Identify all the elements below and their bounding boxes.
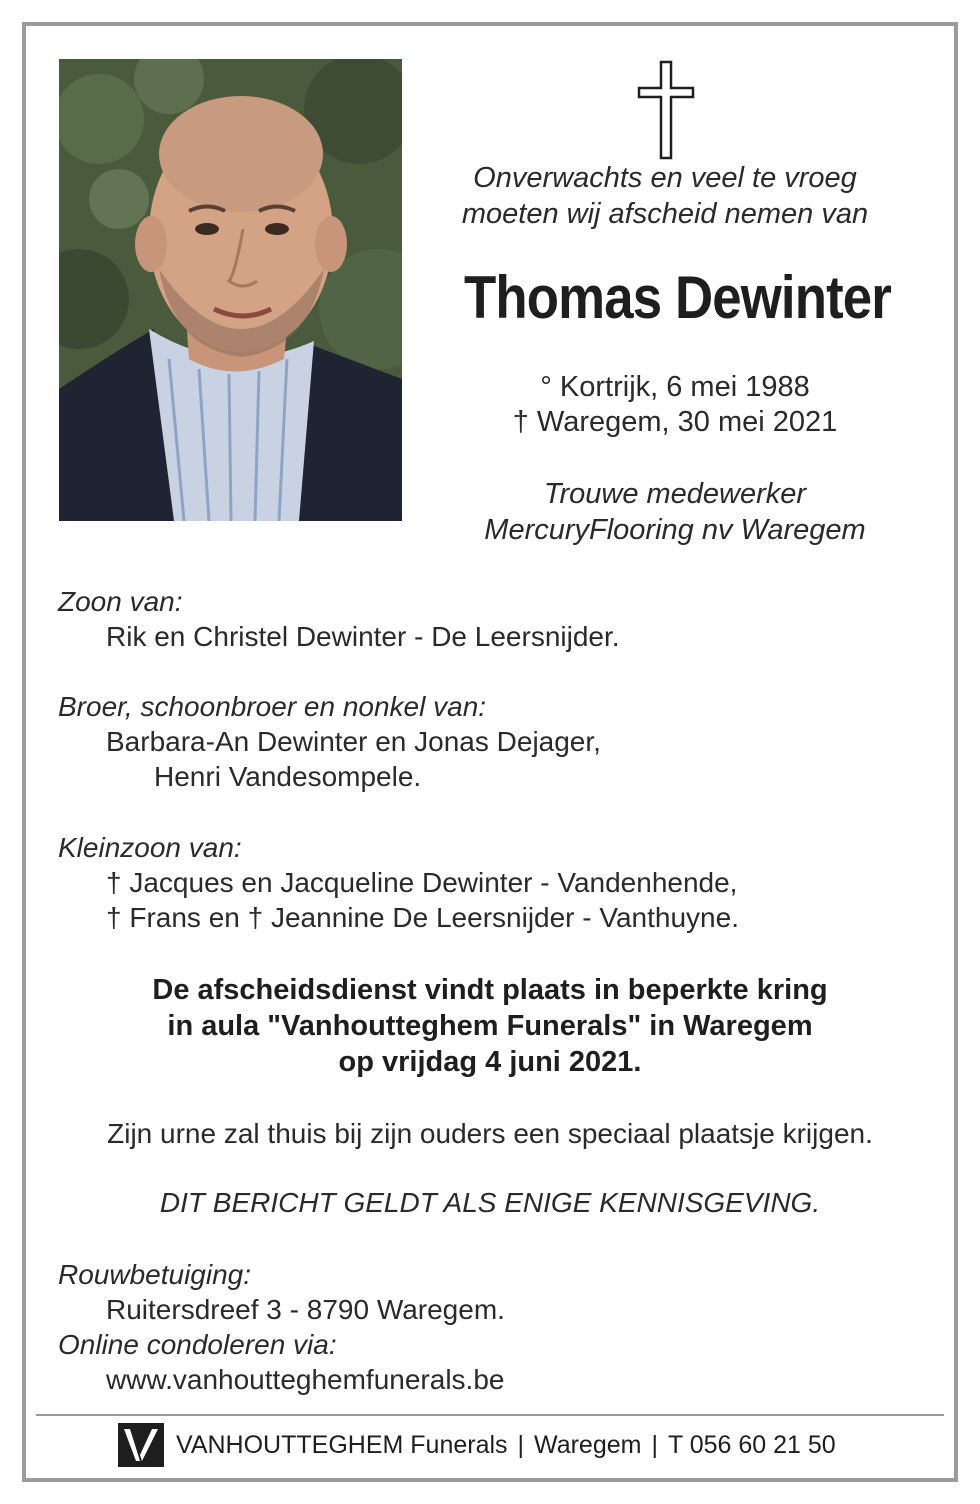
- official-notice: DIT BERICHT GELDT ALS ENIGE KENNISGEVING.: [159, 1187, 821, 1218]
- grandson-of-line: † Frans en † Jeannine De Leersnijder - Vanthuyne.: [106, 902, 739, 933]
- condolence-address: Ruitersdreef 3 - 8790 Waregem.: [106, 1294, 505, 1325]
- service-line: De afscheidsdienst vindt plaats in beperkte kring: [152, 974, 828, 1006]
- grandson-of-label: Kleinzoon van:: [58, 832, 242, 863]
- intro-line: Onverwachts en veel te vroeg: [473, 162, 857, 194]
- condolence-section: [58, 1257, 938, 1397]
- service-line: in aula "Vanhoutteghem Funerals" in Waregem: [167, 1010, 813, 1042]
- footer-separator: |: [517, 1430, 525, 1459]
- condolence-label: Rouwbetuiging:: [58, 1259, 252, 1290]
- intro-text: [440, 160, 890, 232]
- vanhoutteghem-logo-icon: [118, 1423, 164, 1467]
- portrait-illustration: [59, 59, 402, 521]
- footer-city: Waregem: [534, 1430, 642, 1459]
- portrait-photo: [59, 59, 402, 521]
- service-line: op vrijdag 4 juni 2021.: [338, 1046, 642, 1078]
- brother-of-section: [58, 689, 938, 794]
- life-dates: [440, 370, 910, 440]
- job-line: MercuryFlooring nv Waregem: [484, 514, 866, 546]
- grandson-of-line: † Jacques en Jacqueline Dewinter - Vandenhende,: [106, 867, 738, 898]
- grandson-of-section: [58, 830, 938, 935]
- death-date: † Waregem, 30 mei 2021: [512, 406, 838, 438]
- son-of-section: [58, 584, 938, 654]
- urn-text: Zijn urne zal thuis bij zijn ouders een speciaal plaatsje krijgen.: [107, 1118, 873, 1149]
- online-condolence-label: Online condoleren via:: [58, 1329, 337, 1360]
- brother-of-line: Barbara-An Dewinter en Jonas Dejager,: [106, 726, 601, 757]
- service-announcement: [40, 972, 940, 1080]
- condolence-website-link[interactable]: www.vanhoutteghemfunerals.be: [106, 1364, 505, 1395]
- footer-brand: VANHOUTTEGHEM Funerals: [176, 1430, 508, 1459]
- brother-of-line: Henri Vandesompele.: [154, 761, 422, 792]
- funeral-home-footer: [118, 1422, 836, 1468]
- birth-date: ° Kortrijk, 6 mei 1988: [540, 371, 810, 403]
- job-line: Trouwe medewerker: [543, 478, 807, 510]
- son-of-label: Zoon van:: [58, 586, 183, 617]
- intro-line: moeten wij afscheid nemen van: [461, 198, 869, 230]
- son-of-line: Rik en Christel Dewinter - De Leersnijder.: [106, 621, 620, 652]
- footer-separator: |: [651, 1430, 658, 1459]
- cross-icon: [635, 60, 697, 160]
- footer-phone: T 056 60 21 50: [667, 1430, 836, 1459]
- deceased-name: Thomas Dewinter: [464, 264, 891, 331]
- footer-divider: [36, 1414, 944, 1416]
- brother-of-label: Broer, schoonbroer en nonkel van:: [58, 691, 487, 722]
- employment-text: [440, 476, 910, 548]
